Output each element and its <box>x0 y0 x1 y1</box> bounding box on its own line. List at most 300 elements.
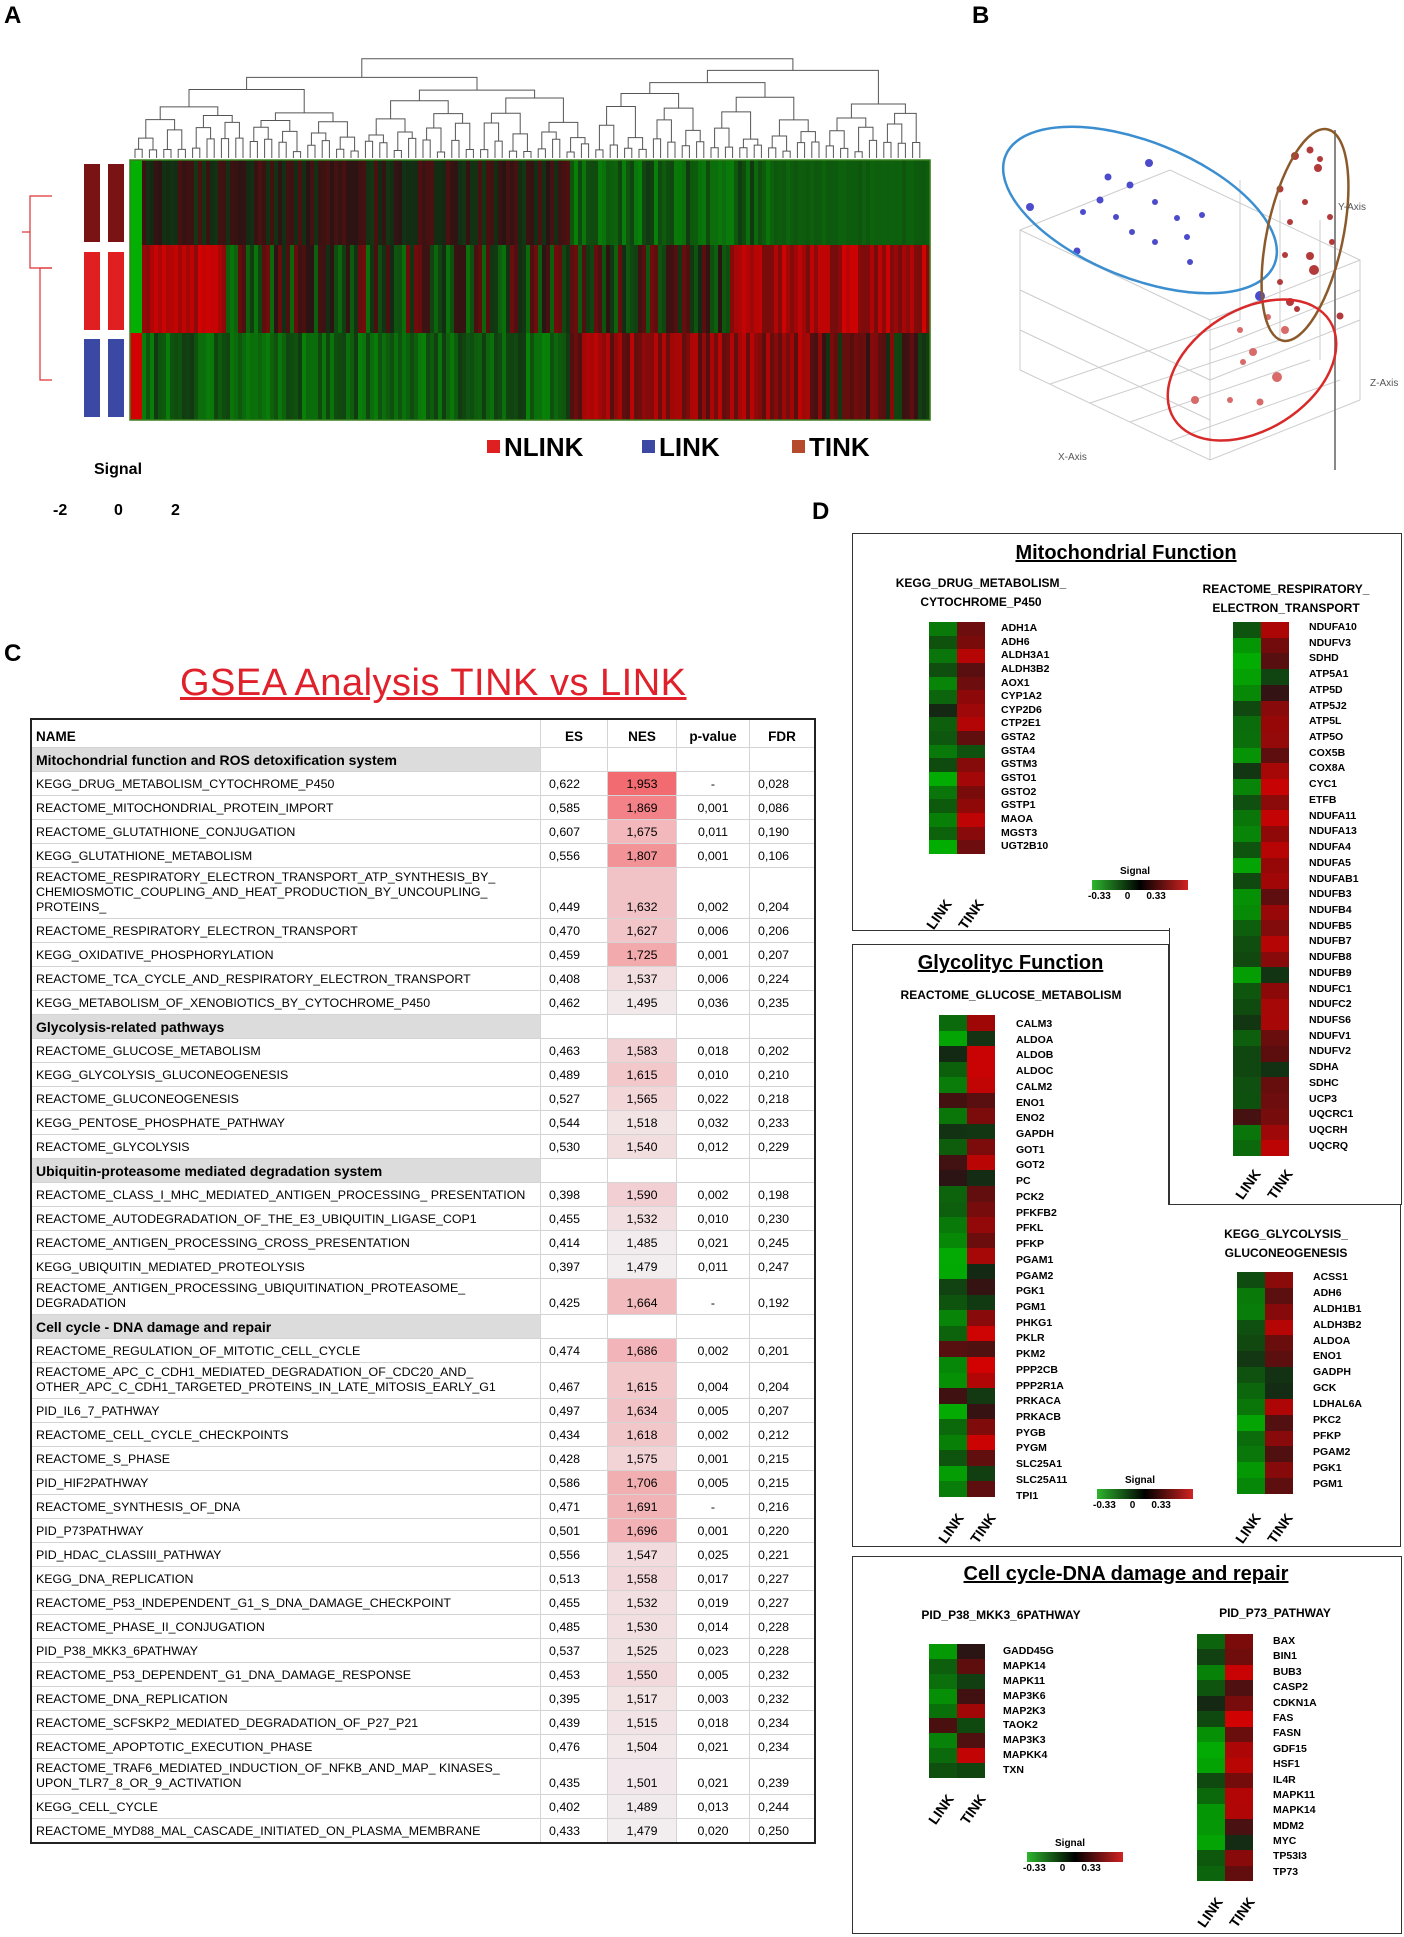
fdr-value: 0,207 <box>750 1399 816 1423</box>
gene-label: CYP1A2 <box>1001 690 1042 703</box>
table-row <box>31 1255 815 1279</box>
gene-label: UCP3 <box>1309 1092 1338 1105</box>
glyco-kegg-title: KEGG_GLYCOLYSIS_ GLUCONEOGENESIS <box>1224 1227 1348 1260</box>
nes-value: 1,547 <box>608 1543 677 1567</box>
table-row <box>31 772 815 796</box>
es-value: 0,402 <box>541 1795 608 1819</box>
es-value: 0,556 <box>541 844 608 868</box>
section-title: Ubiquitin-proteasome mediated degradation system <box>31 1159 541 1183</box>
nes-value: 1,590 <box>608 1183 677 1207</box>
pathway-name: REACTOME_APC_C_CDH1_MEDIATED_DEGRADATION_OF_CDC20_AND_ OTHER_APC_C_CDH1_TARGETED_PROTEINS_IN_LATE_MITOSIS_EARLY_G1 <box>31 1363 541 1399</box>
signal-legend-glyco: Signal -0.33 0 0.33 <box>1097 1489 1193 1499</box>
pathway-name: KEGG_DNA_REPLICATION <box>31 1567 541 1591</box>
p-value: 0,005 <box>677 1399 750 1423</box>
column-dendrogram <box>135 59 920 158</box>
nes-value: 1,615 <box>608 1363 677 1399</box>
gene-label: PGM1 <box>1016 1300 1046 1313</box>
fdr-value: 0,192 <box>750 1279 816 1315</box>
gene-label: ALDH3B2 <box>1001 662 1050 675</box>
p-value: 0,021 <box>677 1735 750 1759</box>
gene-label: CYC1 <box>1309 778 1338 791</box>
gene-label: GSTO2 <box>1001 785 1037 798</box>
nes-value: 1,953 <box>608 772 677 796</box>
es-value: 0,513 <box>541 1567 608 1591</box>
gene-label: NDUFB8 <box>1309 951 1352 964</box>
fdr-value: 0,234 <box>750 1711 816 1735</box>
p-value: 0,023 <box>677 1639 750 1663</box>
fdr-value: 0,227 <box>750 1567 816 1591</box>
p-value: 0,012 <box>677 1135 750 1159</box>
p-value: 0,018 <box>677 1039 750 1063</box>
nes-value: 1,501 <box>608 1759 677 1795</box>
gene-label: ENO1 <box>1313 1350 1342 1363</box>
pathway-name: KEGG_OXIDATIVE_PHOSPHORYLATION <box>31 943 541 967</box>
gene-label: NDUFB7 <box>1309 935 1352 948</box>
pathway-name: REACTOME_ANTIGEN_PROCESSING_UBIQUITINATION_PROTEASOME_ DEGRADATION <box>31 1279 541 1315</box>
gene-label: PCK2 <box>1016 1190 1045 1203</box>
table-row <box>31 1543 815 1567</box>
nes-value: 1,479 <box>608 1819 677 1844</box>
cell-p73-title: PID_P73_PATHWAY <box>1219 1606 1331 1620</box>
gene-label: UQCRQ <box>1309 1139 1349 1152</box>
table-row <box>31 1687 815 1711</box>
gene-label: PC <box>1016 1175 1031 1188</box>
gene-label: PHKG1 <box>1016 1316 1053 1329</box>
gene-label: MAPK14 <box>1003 1659 1046 1672</box>
section-title: Cell cycle - DNA damage and repair <box>31 1315 541 1339</box>
pathway-name: REACTOME_REGULATION_OF_MITOTIC_CELL_CYCLE <box>31 1339 541 1363</box>
p-value: 0,006 <box>677 967 750 991</box>
nlink-points <box>1191 314 1289 406</box>
es-value: 0,425 <box>541 1279 608 1315</box>
p38-axis-tink: TINK <box>957 1791 989 1828</box>
fdr-value: 0,235 <box>750 991 816 1015</box>
glyco-kegg-axis-tink: TINK <box>1264 1510 1296 1547</box>
es-value: 0,489 <box>541 1063 608 1087</box>
tink-ellipse <box>1245 121 1364 348</box>
gene-label: MAPK11 <box>1273 1788 1316 1801</box>
pathway-name: REACTOME_DNA_REPLICATION <box>31 1687 541 1711</box>
gsea-title: GSEA Analysis TINK vs LINK <box>180 662 687 704</box>
table-row <box>31 967 815 991</box>
p-value: 0,018 <box>677 1711 750 1735</box>
gene-label: BIN1 <box>1273 1650 1297 1663</box>
section-title: Glycolysis-related pathways <box>31 1015 541 1039</box>
fdr-value: 0,244 <box>750 1795 816 1819</box>
p-value: 0,014 <box>677 1615 750 1639</box>
gene-label: FAS <box>1273 1711 1294 1724</box>
signal-legend-cell: Signal -0.33 0 0.33 <box>1027 1852 1123 1862</box>
fdr-value: 0,232 <box>750 1687 816 1711</box>
p-value: 0,032 <box>677 1111 750 1135</box>
signal-title-a: Signal <box>94 461 143 478</box>
nes-value: 1,632 <box>608 868 677 919</box>
gene-label: ADH1A <box>1001 622 1038 634</box>
table-row <box>31 1615 815 1639</box>
table-row <box>31 1423 815 1447</box>
gene-label: PFKL <box>1016 1222 1044 1235</box>
legend-swatch-tink <box>792 440 805 453</box>
pathway-name: REACTOME_S_PHASE <box>31 1447 541 1471</box>
table-row <box>31 1039 815 1063</box>
gene-label: MAPKK4 <box>1003 1749 1048 1762</box>
es-value: 0,470 <box>541 919 608 943</box>
pathway-name: KEGG_GLYCOLYSIS_GLUCONEOGENESIS <box>31 1063 541 1087</box>
table-row <box>31 1819 815 1844</box>
pathway-name: KEGG_GLUTATHIONE_METABOLISM <box>31 844 541 868</box>
nes-value: 1,540 <box>608 1135 677 1159</box>
x-axis-label: X-Axis <box>1058 452 1087 463</box>
table-row <box>31 844 815 868</box>
fdr-value: 0,232 <box>750 1663 816 1687</box>
pathway-name: REACTOME_P53_DEPENDENT_G1_DNA_DAMAGE_RESPONSE <box>31 1663 541 1687</box>
table-row <box>31 919 815 943</box>
table-row <box>31 1183 815 1207</box>
nes-value: 1,485 <box>608 1231 677 1255</box>
gene-label: NDUFA10 <box>1309 621 1357 633</box>
heatmap-a-cells <box>130 160 931 420</box>
es-value: 0,530 <box>541 1135 608 1159</box>
gene-label: CALM3 <box>1016 1018 1053 1030</box>
gene-label: SDHA <box>1309 1061 1339 1074</box>
gene-label: SLC25A11 <box>1016 1473 1068 1486</box>
table-row <box>31 1087 815 1111</box>
gene-label: ATP5J2 <box>1309 699 1347 712</box>
nes-value: 1,558 <box>608 1567 677 1591</box>
fdr-value: 0,229 <box>750 1135 816 1159</box>
es-value: 0,433 <box>541 1819 608 1844</box>
gene-label: ATP5A1 <box>1309 668 1349 681</box>
nes-value: 1,495 <box>608 991 677 1015</box>
gene-label: FASN <box>1273 1727 1302 1740</box>
legend-swatch-link <box>642 440 655 453</box>
section-row <box>31 1015 815 1039</box>
p-value: 0,002 <box>677 1423 750 1447</box>
cell-title: Cell cycle-DNA damage and repair <box>963 1563 1289 1585</box>
table-row <box>31 991 815 1015</box>
fdr-value: 0,215 <box>750 1447 816 1471</box>
p-value: 0,004 <box>677 1363 750 1399</box>
nes-value: 1,583 <box>608 1039 677 1063</box>
gene-label: MAP2K3 <box>1003 1704 1046 1717</box>
pathway-name: REACTOME_TRAF6_MEDIATED_INDUCTION_OF_NFKB_AND_MAP_ KINASES_ UPON_TLR7_8_OR_9_ACTIVATION <box>31 1759 541 1795</box>
p-value: 0,005 <box>677 1471 750 1495</box>
gene-label: SDHC <box>1309 1076 1339 1089</box>
fdr-value: 0,202 <box>750 1039 816 1063</box>
pathway-name: KEGG_METABOLISM_OF_XENOBIOTICS_BY_CYTOCHROME_P450 <box>31 991 541 1015</box>
fdr-value: 0,245 <box>750 1231 816 1255</box>
gene-label: ALDOC <box>1016 1065 1054 1078</box>
fdr-value: 0,234 <box>750 1735 816 1759</box>
es-value: 0,398 <box>541 1183 608 1207</box>
table-row <box>31 1519 815 1543</box>
gene-label: AOX1 <box>1001 676 1030 689</box>
gsea-table <box>30 718 816 1844</box>
p-value: 0,003 <box>677 1687 750 1711</box>
fdr-value: 0,233 <box>750 1111 816 1135</box>
gene-label: ATP5O <box>1309 731 1344 744</box>
gene-label: NDUFC1 <box>1309 982 1352 995</box>
gene-label: GSTA2 <box>1001 731 1036 744</box>
pathway-name: REACTOME_MITOCHONDRIAL_PROTEIN_IMPORT <box>31 796 541 820</box>
gene-label: MAP3K3 <box>1003 1734 1046 1747</box>
gene-label: PFKP <box>1016 1238 1045 1251</box>
fdr-value: 0,190 <box>750 820 816 844</box>
genes-p73 <box>1273 1634 1317 1880</box>
gene-label: NDUFA11 <box>1309 809 1357 822</box>
gene-label: NDUFA4 <box>1309 841 1352 854</box>
p-value: 0,013 <box>677 1795 750 1819</box>
gene-label: PFKP <box>1313 1429 1342 1442</box>
gene-label: ALDOA <box>1016 1033 1054 1046</box>
gene-label: MDM2 <box>1273 1819 1304 1832</box>
gene-label: PGK1 <box>1016 1285 1045 1298</box>
p-value: 0,001 <box>677 1519 750 1543</box>
nes-value: 1,575 <box>608 1447 677 1471</box>
gene-label: ALDOB <box>1016 1049 1054 1062</box>
es-value: 0,414 <box>541 1231 608 1255</box>
gene-label: PKM2 <box>1016 1348 1046 1361</box>
p-value: 0,020 <box>677 1819 750 1844</box>
es-value: 0,439 <box>541 1711 608 1735</box>
pathway-name: REACTOME_GLYCOLYSIS <box>31 1135 541 1159</box>
gene-label: NDUFA13 <box>1309 825 1357 838</box>
section-row <box>31 1159 815 1183</box>
p-value: - <box>677 1279 750 1315</box>
gene-label: ACSS1 <box>1313 1271 1349 1283</box>
fdr-value: 0,106 <box>750 844 816 868</box>
genes-p38 <box>1003 1644 1054 1778</box>
gene-label: TPI1 <box>1016 1489 1039 1502</box>
fdr-value: 0,216 <box>750 1495 816 1519</box>
gene-label: HSF1 <box>1273 1758 1300 1771</box>
pathway-name: REACTOME_APOPTOTIC_EXECUTION_PHASE <box>31 1735 541 1759</box>
es-value: 0,474 <box>541 1339 608 1363</box>
es-value: 0,434 <box>541 1423 608 1447</box>
signal-max-a: 2 <box>171 502 180 519</box>
es-value: 0,622 <box>541 772 608 796</box>
section-row <box>31 748 815 772</box>
es-value: 0,453 <box>541 1663 608 1687</box>
p-value: 0,002 <box>677 1183 750 1207</box>
genes-mito-kegg <box>1001 622 1049 854</box>
heatmap-glyco-kegg <box>1237 1272 1293 1494</box>
table-row <box>31 1111 815 1135</box>
gene-label: ALDOA <box>1313 1334 1351 1347</box>
gene-label: MAPK11 <box>1003 1674 1046 1687</box>
gene-label: PRKACA <box>1016 1395 1061 1408</box>
header-pvalue: p-value <box>677 719 750 748</box>
p-value: 0,017 <box>677 1567 750 1591</box>
heatmap-a <box>0 0 960 480</box>
table-row <box>31 1795 815 1819</box>
mito-reactome-axis-tink: TINK <box>1264 1166 1296 1203</box>
nes-value: 1,518 <box>608 1111 677 1135</box>
nes-value: 1,691 <box>608 1495 677 1519</box>
es-value: 0,459 <box>541 943 608 967</box>
nes-value: 1,565 <box>608 1087 677 1111</box>
nes-value: 1,532 <box>608 1591 677 1615</box>
nes-value: 1,504 <box>608 1735 677 1759</box>
es-value: 0,463 <box>541 1039 608 1063</box>
p-value: 0,025 <box>677 1543 750 1567</box>
nes-value: 1,489 <box>608 1795 677 1819</box>
gene-label: UQCRC1 <box>1309 1108 1354 1121</box>
gene-label: SDHD <box>1309 652 1339 665</box>
pathway-name: PID_IL6_7_PATHWAY <box>31 1399 541 1423</box>
gene-label: GSTO1 <box>1001 772 1037 785</box>
gene-label: NDUFV2 <box>1309 1045 1352 1058</box>
gene-label: PGAM2 <box>1016 1269 1054 1282</box>
fdr-value: 0,204 <box>750 868 816 919</box>
heatmap-mito-reactome <box>1233 622 1289 1156</box>
p-value: 0,019 <box>677 1591 750 1615</box>
p-value: 0,010 <box>677 1063 750 1087</box>
gene-label: BAX <box>1273 1635 1296 1647</box>
legend-tink: TINK <box>809 432 870 462</box>
p-value: 0,001 <box>677 1447 750 1471</box>
gene-label: IL4R <box>1273 1773 1296 1786</box>
pathway-name: REACTOME_GLUCOSE_METABOLISM <box>31 1039 541 1063</box>
es-value: 0,397 <box>541 1255 608 1279</box>
gene-label: SLC25A1 <box>1016 1458 1063 1471</box>
nes-value: 1,807 <box>608 844 677 868</box>
glyco-reactome-title: REACTOME_GLUCOSE_METABOLISM <box>900 988 1122 1002</box>
pathway-name: REACTOME_CLASS_I_MHC_MEDIATED_ANTIGEN_PROCESSING_ PRESENTATION <box>31 1183 541 1207</box>
mito-title: Mitochondrial Function <box>1015 542 1237 564</box>
section-title: Mitochondrial function and ROS detoxification system <box>31 748 541 772</box>
es-value: 0,395 <box>541 1687 608 1711</box>
table-row <box>31 1567 815 1591</box>
heatmap-p38 <box>929 1644 985 1778</box>
p-value: 0,002 <box>677 1339 750 1363</box>
pathway-name: PID_HDAC_CLASSIII_PATHWAY <box>31 1543 541 1567</box>
header-es: ES <box>541 719 608 748</box>
gene-label: UGT2B10 <box>1001 840 1049 853</box>
glyco-kegg-axis-link: LINK <box>1232 1510 1264 1547</box>
nes-value: 1,537 <box>608 967 677 991</box>
gene-label: PKLR <box>1016 1332 1045 1345</box>
fdr-value: 0,227 <box>750 1591 816 1615</box>
gene-label: GADD45G <box>1003 1645 1054 1657</box>
fdr-value: 0,239 <box>750 1759 816 1795</box>
pathway-name: REACTOME_RESPIRATORY_ELECTRON_TRANSPORT_ATP_SYNTHESIS_BY_ CHEMIOSMOTIC_COUPLING_AND_HEAT_PRODUCTION_BY_UNCOUPLING_ PROTEINS_ <box>31 868 541 919</box>
gene-label: ENO2 <box>1016 1112 1045 1125</box>
gene-label: NDUFAB1 <box>1309 872 1359 885</box>
fdr-value: 0,212 <box>750 1423 816 1447</box>
fdr-value: 0,228 <box>750 1639 816 1663</box>
es-value: 0,455 <box>541 1591 608 1615</box>
section-row <box>31 1315 815 1339</box>
nes-value: 1,627 <box>608 919 677 943</box>
table-row <box>31 1759 815 1795</box>
gene-label: ALDH3A1 <box>1001 649 1050 662</box>
p-value: 0,001 <box>677 844 750 868</box>
nlink-ellipse <box>1142 270 1362 469</box>
gene-label: CTP2E1 <box>1001 717 1041 730</box>
table-row <box>31 820 815 844</box>
gene-label: MAP3K6 <box>1003 1689 1046 1702</box>
pathway-name: REACTOME_P53_INDEPENDENT_G1_S_DNA_DAMAGE_CHECKPOINT <box>31 1591 541 1615</box>
nes-value: 1,725 <box>608 943 677 967</box>
table-row <box>31 1135 815 1159</box>
nes-value: 1,615 <box>608 1063 677 1087</box>
gene-label: PGK1 <box>1313 1461 1342 1474</box>
p73-axis-link: LINK <box>1194 1894 1226 1931</box>
fdr-value: 0,206 <box>750 919 816 943</box>
es-value: 0,471 <box>541 1495 608 1519</box>
gene-label: CYP2D6 <box>1001 703 1042 716</box>
mito-kegg-title: KEGG_DRUG_METABOLISM_ CYTOCHROME_P450 <box>895 576 1067 609</box>
table-row <box>31 1279 815 1315</box>
p-value: 0,006 <box>677 919 750 943</box>
es-value: 0,467 <box>541 1363 608 1399</box>
table-row <box>31 796 815 820</box>
gene-label: PPP2CB <box>1016 1363 1059 1376</box>
glyco-box <box>852 944 1170 1547</box>
fdr-value: 0,247 <box>750 1255 816 1279</box>
gene-label: PFKFB2 <box>1016 1206 1057 1219</box>
gene-label: GCK <box>1313 1382 1337 1395</box>
panel-label-c: C <box>4 640 22 667</box>
gene-label: ENO1 <box>1016 1096 1045 1109</box>
p-value: - <box>677 772 750 796</box>
nes-value: 1,517 <box>608 1687 677 1711</box>
fdr-value: 0,207 <box>750 943 816 967</box>
p-value: 0,002 <box>677 868 750 919</box>
row-dendrogram <box>22 196 52 380</box>
gene-label: TP53I3 <box>1273 1850 1307 1863</box>
gene-label: CDKN1A <box>1273 1696 1317 1709</box>
nes-value: 1,675 <box>608 820 677 844</box>
gene-label: GOT2 <box>1016 1159 1045 1172</box>
p-value: - <box>677 1495 750 1519</box>
nes-value: 1,479 <box>608 1255 677 1279</box>
gene-label: MAOA <box>1001 812 1034 825</box>
fdr-value: 0,250 <box>750 1819 816 1844</box>
pathway-name: REACTOME_MYD88_MAL_CASCADE_INITIATED_ON_PLASMA_MEMBRANE <box>31 1819 541 1844</box>
gene-label: GDF15 <box>1273 1742 1307 1755</box>
gene-label: ATP5L <box>1309 715 1342 728</box>
es-value: 0,435 <box>541 1759 608 1795</box>
pathway-name: PID_P73PATHWAY <box>31 1519 541 1543</box>
p-value: 0,005 <box>677 1663 750 1687</box>
es-value: 0,607 <box>541 820 608 844</box>
gene-label: GSTM3 <box>1001 758 1038 771</box>
gene-label: PGAM2 <box>1313 1445 1351 1458</box>
es-value: 0,556 <box>541 1543 608 1567</box>
pathway-name: REACTOME_AUTODEGRADATION_OF_THE_E3_UBIQUITIN_LIGASE_COP1 <box>31 1207 541 1231</box>
gene-label: COX5B <box>1309 746 1346 759</box>
panel-label-d: D <box>812 498 830 525</box>
p-value: 0,022 <box>677 1087 750 1111</box>
gene-label: NDUFS6 <box>1309 1013 1352 1026</box>
table-row <box>31 1363 815 1399</box>
z-axis-label: Z-Axis <box>1370 378 1399 389</box>
table-row <box>31 943 815 967</box>
table-row <box>31 1207 815 1231</box>
p-value: 0,036 <box>677 991 750 1015</box>
nes-value: 1,686 <box>608 1339 677 1363</box>
gene-label: MYC <box>1273 1835 1297 1848</box>
p-value: 0,021 <box>677 1759 750 1795</box>
glyco-title: Glycolityc Function <box>917 952 1104 974</box>
es-value: 0,527 <box>541 1087 608 1111</box>
es-value: 0,537 <box>541 1639 608 1663</box>
gene-label: GADPH <box>1313 1366 1351 1379</box>
nes-value: 1,530 <box>608 1615 677 1639</box>
mito-reactome-axis-link: LINK <box>1232 1166 1264 1203</box>
